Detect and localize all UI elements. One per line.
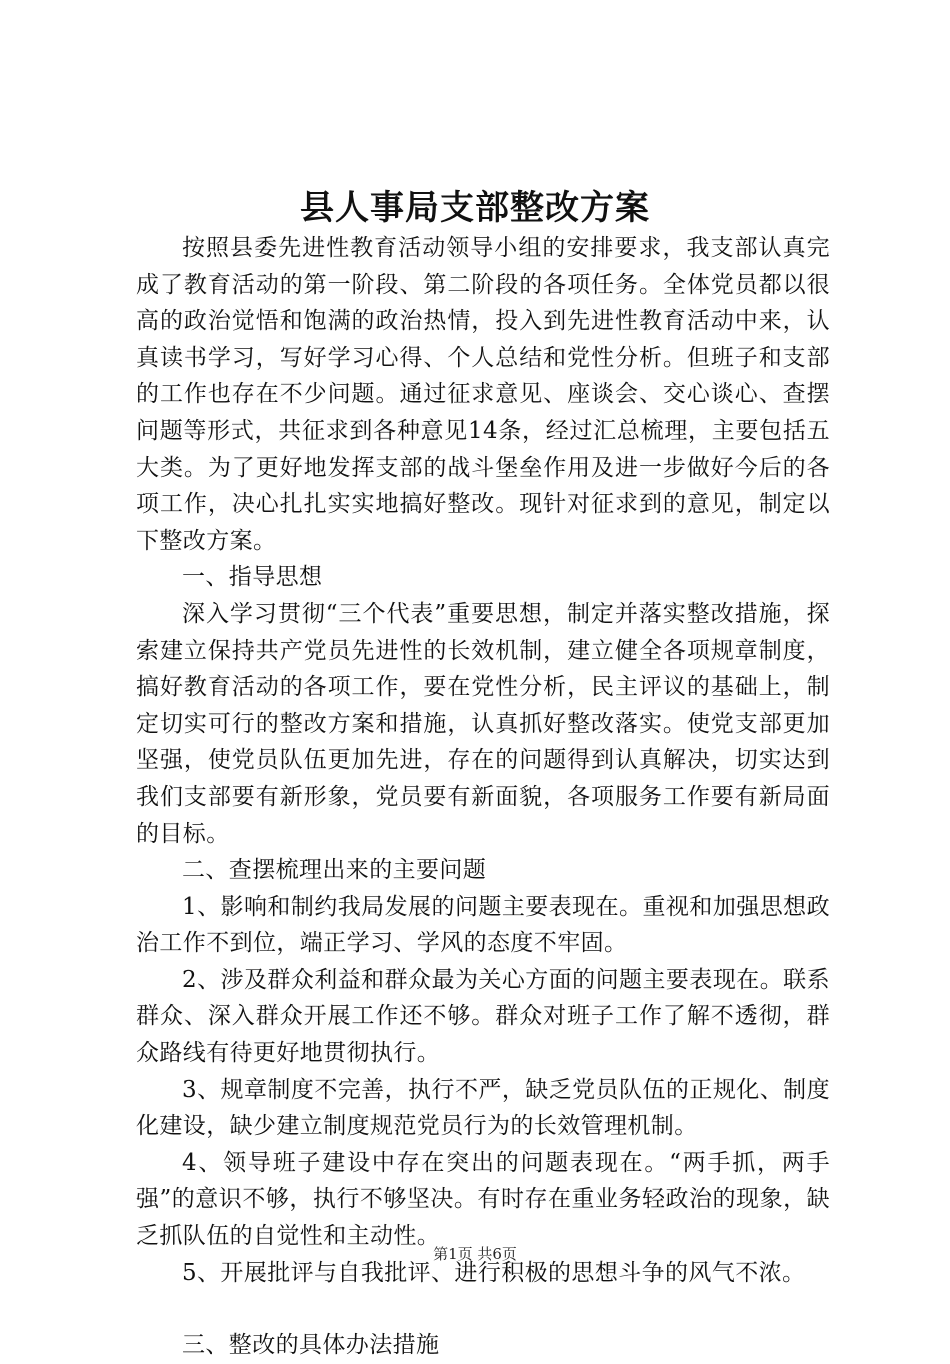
document-title: 县人事局支部整改方案 — [300, 188, 650, 228]
intro-paragraph: 按照县委先进性教育活动领导小组的安排要求，我支部认真完成了教育活动的第一阶段、第二阶段的各项任务。全体党员都以很高的政治觉悟和饱满的政治热情，投入到先进性教育活动中来，认真读书学习，写好学习心得、个人总结和党性分析。但班子和支部的工作也存在不少问题。通过征求意见、座谈会、交心谈心、查摆问题等形式，共征求到各种意见14条，经过汇总梳理，主要包括五大类。为了更好地发挥支部的战斗堡垒作用及进一步做好今后的各项工作，决心扎扎实实地搞好整改。现针对征求到的意见，制定以下整改方案。 — [136, 235, 830, 554]
guiding-ideology-paragraph: 深入学习贯彻“三个代表”重要思想，制定并落实整改措施，探索建立保持共产党员先进性的长效机制，建立健全各项规章制度，搞好教育活动的各项工作，要在党性分析，民主评议的基础上，制定切实可行的整改方案和措施，认真抓好整改落实。使党支部更加坚强，使党员队伍更加先进，存在的问题得到认真解决，切实达到我们支部要有新形象，党员要有新面貌，各项服务工作要有新局面的目标。 — [136, 600, 830, 847]
section-heading-rectification-measures: 三、整改的具体办法措施 — [182, 1332, 440, 1359]
document-body — [136, 230, 830, 1364]
problem-item-3: 3、规章制度不完善，执行不严，缺乏党员队伍的正规化、制度化建设，缺少建立制度规范党员行为的长效管理机制。 — [136, 1076, 830, 1140]
problem-item-5: 5、开展批评与自我批评、进行积极的思想斗争的风气不浓。 — [182, 1259, 806, 1286]
problem-item-1: 1、影响和制约我局发展的问题主要表现在。重视和加强思想政治工作不到位，端正学习、学风的态度不牢固。 — [136, 893, 830, 957]
problem-item-2: 2、涉及群众利益和群众最为关心方面的问题主要表现在。联系群众、深入群众开展工作还不够。群众对班子工作了解不透彻，群众路线有待更好地贯彻执行。 — [136, 966, 830, 1067]
page-footer: 第1页 共6页 — [433, 1245, 517, 1263]
section-heading-guiding-ideology: 一、指导思想 — [182, 564, 323, 591]
problem-item-4: 4、领导班子建设中存在突出的问题表现在。“两手抓，两手强”的意识不够，执行不够坚决。有时存在重业务轻政治的现象，缺乏抓队伍的自觉性和主动性。 — [136, 1149, 830, 1250]
section-heading-main-problems: 二、查摆梳理出来的主要问题 — [182, 857, 487, 884]
